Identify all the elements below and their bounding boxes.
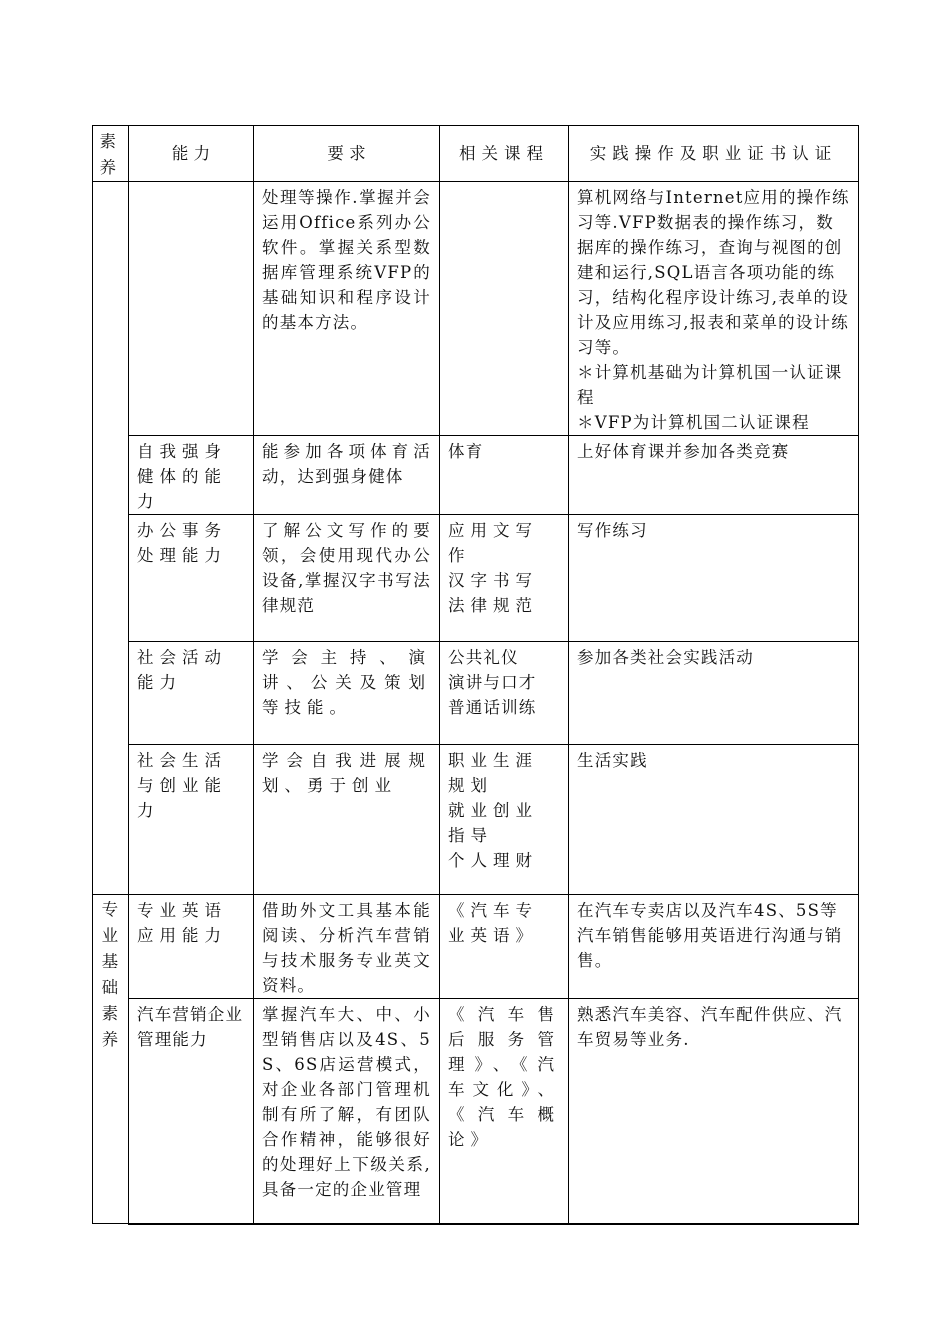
table-row [93,999,859,1224]
table-row [93,436,859,515]
ability-cell: 汽车营销企业管理能力 [129,999,254,1224]
table-header-row [93,126,859,182]
courses-cell: 应用文写作 汉字书写法律规范 [440,515,569,642]
requirement-cell: 处理等操作.掌握并会运用Office系列办公软件。掌握关系型数据库管理系统VFP的基础知识和程序设计的基本方法。 [254,182,440,436]
courses-cell: 《汽车专业英语》 [440,895,569,999]
courses-cell: 体育 [440,436,569,515]
requirement-cell: 了解公文写作的要领，会使用现代办公设备,掌握汉字书写法律规范 [254,515,440,642]
header-category: 素养 [93,126,129,182]
courses-cell: 公共礼仪 演讲与口才 普通话训练 [440,642,569,745]
ability-cell: 社会生活与创业能力 [129,745,254,895]
practice-cell: 参加各类社会实践活动 [569,642,859,745]
ability-cell [129,182,254,436]
curriculum-table [92,125,859,1225]
practice-cell: 上好体育课并参加各类竞赛 [569,436,859,515]
header-practice: 实践操作及职业证书认证 [569,126,859,182]
practice-cell: 熟悉汽车美容、汽车配件供应、汽车贸易等业务. [569,999,859,1224]
courses-cell: 职业生涯规划 就业创业指导 个人理财 [440,745,569,895]
practice-cell: 写作练习 [569,515,859,642]
category-cell [93,182,129,895]
practice-cell: 算机网络与Internet应用的操作练习等.VFP数据表的操作练习，数据库的操作练习，查询与视图的创建和运行,SQL语言各项功能的练习，结构化程序设计练习,表单的设计及应用练习,报表和菜单的设计练习等。 ＊计算机基础为计算机国一认证课程 ＊VFP为计算机国二认证课程 [569,182,859,436]
header-ability: 能 力 [129,126,254,182]
header-requirement: 要 求 [254,126,440,182]
requirement-cell: 学会主持、演讲、公关及策划等技能。 [254,642,440,745]
ability-cell: 专业英语应用能力 [129,895,254,999]
table-row [93,642,859,745]
courses-cell: 《汽车售后服务管理》、《汽车文化》、《汽车概论》 [440,999,569,1224]
header-courses: 相关课程 [440,126,569,182]
ability-cell: 办公事务处理能力 [129,515,254,642]
requirement-cell: 掌握汽车大、中、小型销售店以及4S、5S、6S店运营模式，对企业各部门管理机制有所了解，有团队合作精神，能够很好的处理好上下级关系,具备一定的企业管理 [254,999,440,1224]
ability-cell: 自我强身健体的能力 [129,436,254,515]
ability-cell: 社会活动能力 [129,642,254,745]
table-row [93,182,859,436]
practice-cell: 生活实践 [569,745,859,895]
table-row [93,515,859,642]
requirement-cell: 借助外文工具基本能阅读、分析汽车营销与技术服务专业英文资料。 [254,895,440,999]
courses-cell [440,182,569,436]
table-row [93,745,859,895]
table-row [93,895,859,999]
category-label: 专业基础素养 [101,900,120,1049]
requirement-cell: 学会自我进展规划、勇于创业 [254,745,440,895]
practice-cell: 在汽车专卖店以及汽车4S、5S等汽车销售能够用英语进行沟通与销售。 [569,895,859,999]
requirement-cell: 能参加各项体育活动，达到强身健体 [254,436,440,515]
category-cell [93,895,129,1224]
